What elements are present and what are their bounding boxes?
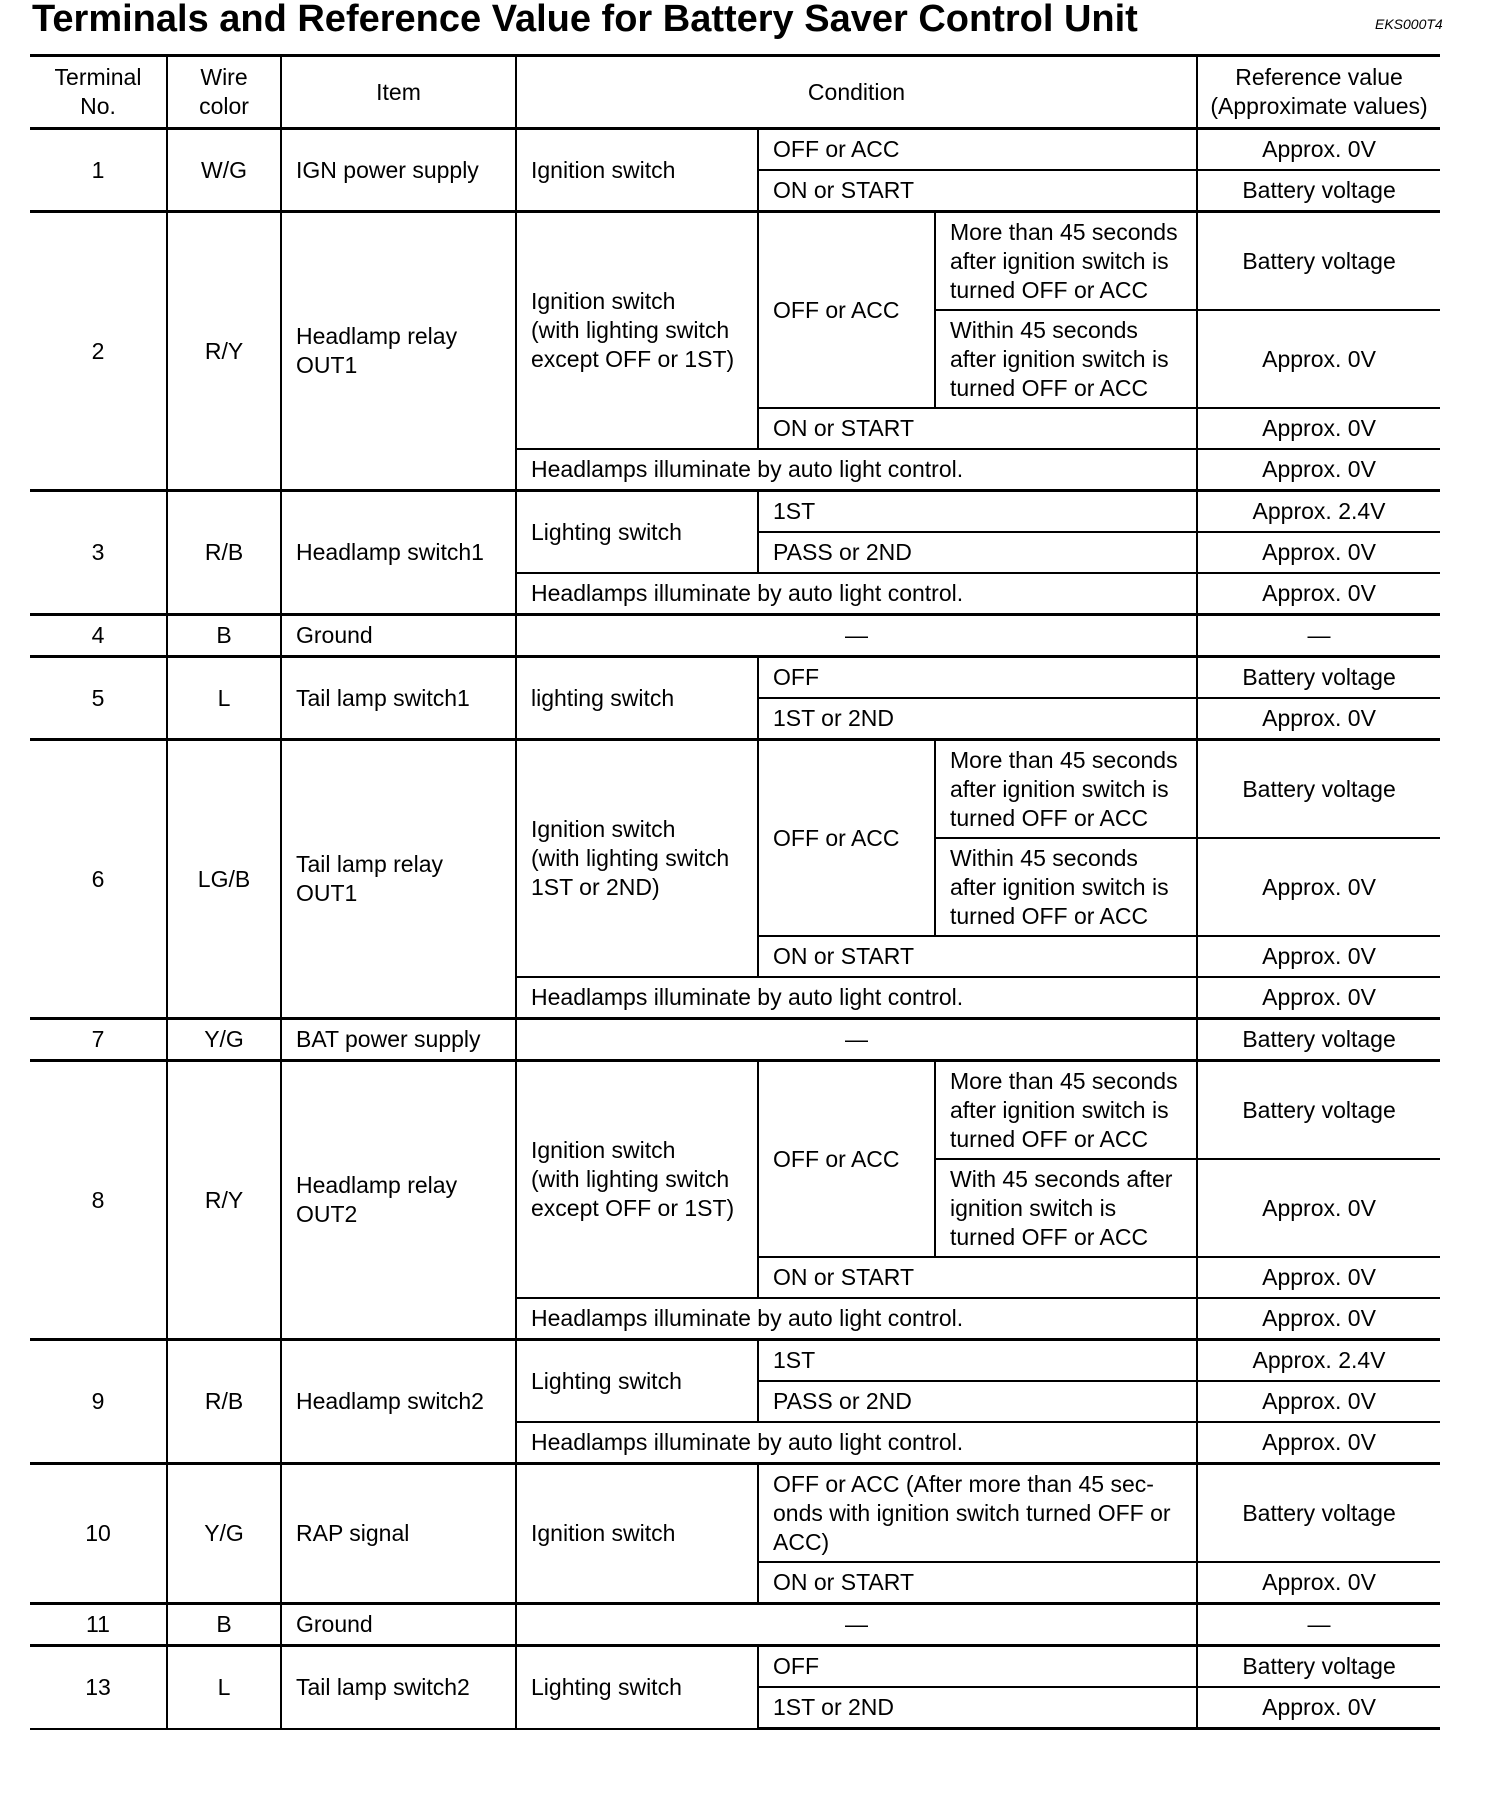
reference-value: Battery voltage bbox=[1197, 1646, 1440, 1688]
condition-state: ON or START bbox=[758, 408, 1197, 449]
item: Tail lamp relay OUT1 bbox=[281, 740, 516, 1019]
item: Tail lamp switch1 bbox=[281, 657, 516, 740]
wire-color: R/Y bbox=[167, 212, 281, 491]
table-row bbox=[30, 212, 1440, 311]
page-title: Terminals and Reference Value for Battery Saver Control Unit bbox=[32, 0, 1138, 40]
terminal-no: 7 bbox=[30, 1019, 167, 1061]
item: Tail lamp switch2 bbox=[281, 1646, 516, 1729]
terminals-table bbox=[30, 54, 1440, 1730]
reference-value: Battery voltage bbox=[1197, 1464, 1440, 1563]
reference-value: Battery voltage bbox=[1197, 212, 1440, 311]
condition-state: ON or START bbox=[758, 936, 1197, 977]
condition-state: ON or START bbox=[758, 1562, 1197, 1604]
reference-value: Approx. 0V bbox=[1197, 449, 1440, 491]
table-row bbox=[30, 129, 1440, 171]
condition-state: OFF or ACC (After more than 45 sec- onds with ignition switch turned OFF or ACC) bbox=[758, 1464, 1197, 1563]
table-row bbox=[30, 1604, 1440, 1646]
reference-value: Approx. 0V bbox=[1197, 977, 1440, 1019]
condition-detail: More than 45 seconds after ignition switch is turned OFF or ACC bbox=[935, 212, 1197, 311]
reference-value: — bbox=[1197, 615, 1440, 657]
terminal-no: 8 bbox=[30, 1061, 167, 1340]
terminal-no: 6 bbox=[30, 740, 167, 1019]
condition-state: 1ST bbox=[758, 491, 1197, 533]
condition-detail: More than 45 seconds after ignition switch is turned OFF or ACC bbox=[935, 740, 1197, 839]
reference-value: Approx. 0V bbox=[1197, 1257, 1440, 1298]
condition-state: OFF bbox=[758, 657, 1197, 699]
table-row bbox=[30, 1019, 1440, 1061]
reference-value: Approx. 0V bbox=[1197, 936, 1440, 977]
condition-auto-light: Headlamps illuminate by auto light control. bbox=[516, 573, 1197, 615]
header-condition: Condition bbox=[516, 56, 1197, 129]
reference-value: Battery voltage bbox=[1197, 740, 1440, 839]
reference-value: Approx. 0V bbox=[1197, 838, 1440, 936]
terminal-no: 13 bbox=[30, 1646, 167, 1729]
condition-state: PASS or 2ND bbox=[758, 532, 1197, 573]
reference-value: Approx. 0V bbox=[1197, 310, 1440, 408]
condition-switch: Ignition switch (with lighting switch 1ST or 2ND) bbox=[516, 740, 758, 978]
reference-value: Approx. 0V bbox=[1197, 1381, 1440, 1422]
reference-value: — bbox=[1197, 1604, 1440, 1646]
terminal-no: 2 bbox=[30, 212, 167, 491]
header-wire-color: Wire color bbox=[167, 56, 281, 129]
reference-value: Approx. 2.4V bbox=[1197, 1340, 1440, 1382]
table-row bbox=[30, 657, 1440, 699]
condition-state: ON or START bbox=[758, 170, 1197, 212]
item: Ground bbox=[281, 1604, 516, 1646]
terminal-no: 1 bbox=[30, 129, 167, 212]
condition-state: OFF or ACC bbox=[758, 1061, 935, 1258]
reference-value: Battery voltage bbox=[1197, 1019, 1440, 1061]
condition-detail: More than 45 seconds after ignition switch is turned OFF or ACC bbox=[935, 1061, 1197, 1160]
terminal-no: 3 bbox=[30, 491, 167, 615]
reference-value: Approx. 0V bbox=[1197, 1422, 1440, 1464]
reference-value: Approx. 0V bbox=[1197, 1687, 1440, 1729]
condition-state: OFF or ACC bbox=[758, 740, 935, 937]
table-row bbox=[30, 615, 1440, 657]
table-row bbox=[30, 1646, 1440, 1688]
wire-color: R/B bbox=[167, 491, 281, 615]
terminal-no: 11 bbox=[30, 1604, 167, 1646]
wire-color: B bbox=[167, 1604, 281, 1646]
condition-state: 1ST or 2ND bbox=[758, 698, 1197, 740]
reference-value: Approx. 0V bbox=[1197, 408, 1440, 449]
item: RAP signal bbox=[281, 1464, 516, 1604]
item: Headlamp switch1 bbox=[281, 491, 516, 615]
table-row bbox=[30, 740, 1440, 839]
reference-value: Battery voltage bbox=[1197, 657, 1440, 699]
wire-color: R/Y bbox=[167, 1061, 281, 1340]
reference-value: Approx. 0V bbox=[1197, 129, 1440, 171]
condition-switch: Ignition switch (with lighting switch except OFF or 1ST) bbox=[516, 1061, 758, 1299]
table-row bbox=[30, 1464, 1440, 1563]
condition-auto-light: Headlamps illuminate by auto light control. bbox=[516, 1422, 1197, 1464]
condition-switch: Lighting switch bbox=[516, 1340, 758, 1423]
terminal-no: 5 bbox=[30, 657, 167, 740]
condition-state: 1ST bbox=[758, 1340, 1197, 1382]
wire-color: L bbox=[167, 1646, 281, 1729]
header-row bbox=[30, 56, 1440, 129]
reference-value: Approx. 0V bbox=[1197, 1298, 1440, 1340]
condition-none: — bbox=[516, 1604, 1197, 1646]
wire-color: Y/G bbox=[167, 1019, 281, 1061]
header-terminal-no: Terminal No. bbox=[30, 56, 167, 129]
item: Headlamp relay OUT2 bbox=[281, 1061, 516, 1340]
terminal-no: 10 bbox=[30, 1464, 167, 1604]
table-row bbox=[30, 491, 1440, 533]
reference-value: Battery voltage bbox=[1197, 170, 1440, 212]
wire-color: B bbox=[167, 615, 281, 657]
condition-state: ON or START bbox=[758, 1257, 1197, 1298]
condition-detail: Within 45 seconds after ignition switch is turned OFF or ACC bbox=[935, 838, 1197, 936]
reference-value: Approx. 0V bbox=[1197, 1159, 1440, 1257]
condition-state: OFF bbox=[758, 1646, 1197, 1688]
condition-switch: Ignition switch bbox=[516, 129, 758, 212]
wire-color: R/B bbox=[167, 1340, 281, 1464]
condition-none: — bbox=[516, 1019, 1197, 1061]
condition-detail: With 45 seconds after ignition switch is turned OFF or ACC bbox=[935, 1159, 1197, 1257]
item: BAT power supply bbox=[281, 1019, 516, 1061]
wire-color: LG/B bbox=[167, 740, 281, 1019]
condition-switch: lighting switch bbox=[516, 657, 758, 740]
condition-switch: Lighting switch bbox=[516, 1646, 758, 1729]
document-id: EKS000T4 bbox=[1375, 16, 1443, 32]
wire-color: W/G bbox=[167, 129, 281, 212]
wire-color: Y/G bbox=[167, 1464, 281, 1604]
condition-state: OFF or ACC bbox=[758, 129, 1197, 171]
condition-switch: Lighting switch bbox=[516, 491, 758, 574]
reference-value: Approx. 2.4V bbox=[1197, 491, 1440, 533]
table-row bbox=[30, 1340, 1440, 1382]
header-reference-value: Reference value (Approximate values) bbox=[1197, 56, 1440, 129]
header-item: Item bbox=[281, 56, 516, 129]
condition-auto-light: Headlamps illuminate by auto light control. bbox=[516, 977, 1197, 1019]
table-row bbox=[30, 1061, 1440, 1160]
wire-color: L bbox=[167, 657, 281, 740]
condition-detail: Within 45 seconds after ignition switch is turned OFF or ACC bbox=[935, 310, 1197, 408]
reference-value: Battery voltage bbox=[1197, 1061, 1440, 1160]
condition-state: OFF or ACC bbox=[758, 212, 935, 409]
condition-state: PASS or 2ND bbox=[758, 1381, 1197, 1422]
item: IGN power supply bbox=[281, 129, 516, 212]
condition-state: 1ST or 2ND bbox=[758, 1687, 1197, 1729]
reference-value: Approx. 0V bbox=[1197, 1562, 1440, 1604]
reference-value: Approx. 0V bbox=[1197, 698, 1440, 740]
terminal-no: 4 bbox=[30, 615, 167, 657]
condition-switch: Ignition switch bbox=[516, 1464, 758, 1604]
condition-auto-light: Headlamps illuminate by auto light control. bbox=[516, 449, 1197, 491]
condition-switch: Ignition switch (with lighting switch except OFF or 1ST) bbox=[516, 212, 758, 450]
reference-value: Approx. 0V bbox=[1197, 532, 1440, 573]
condition-auto-light: Headlamps illuminate by auto light control. bbox=[516, 1298, 1197, 1340]
reference-value: Approx. 0V bbox=[1197, 573, 1440, 615]
item: Headlamp relay OUT1 bbox=[281, 212, 516, 491]
item: Ground bbox=[281, 615, 516, 657]
terminal-no: 9 bbox=[30, 1340, 167, 1464]
item: Headlamp switch2 bbox=[281, 1340, 516, 1464]
condition-none: — bbox=[516, 615, 1197, 657]
